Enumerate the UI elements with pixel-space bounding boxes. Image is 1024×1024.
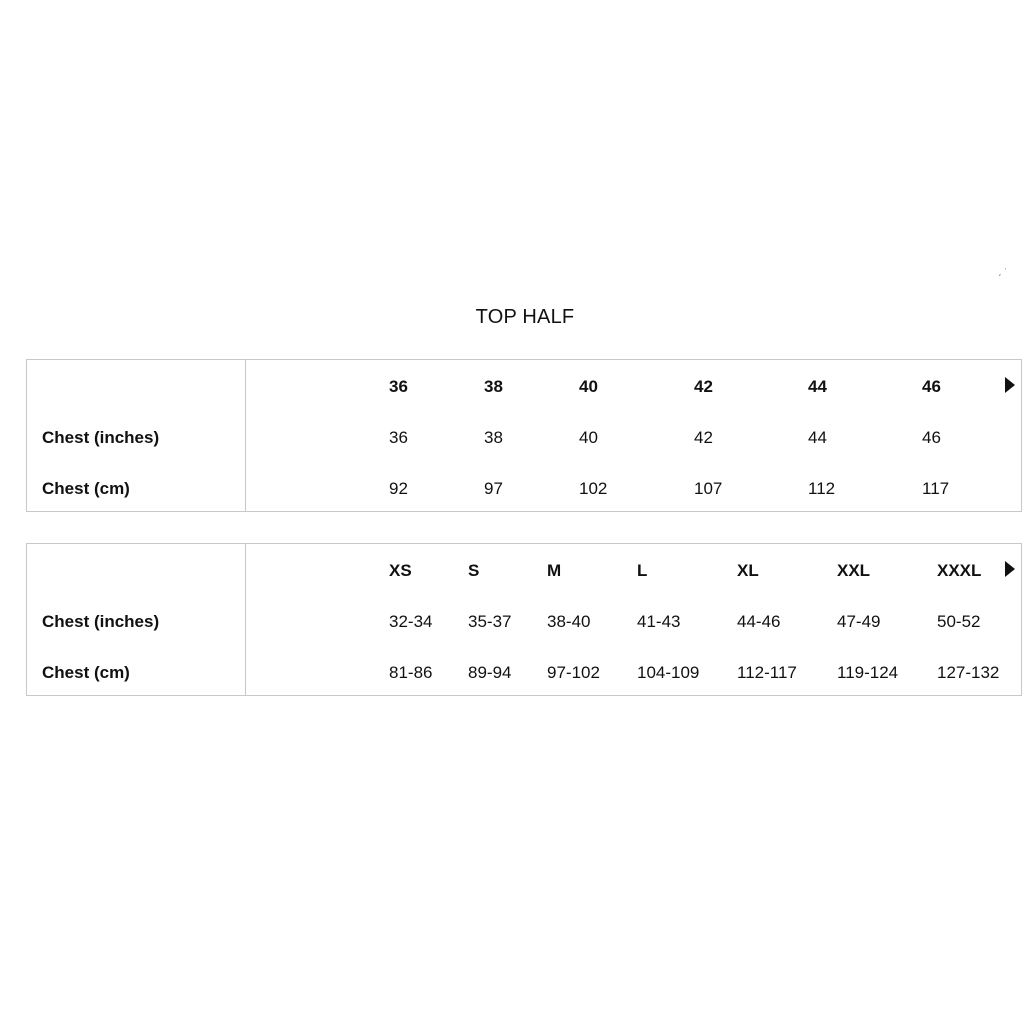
table-cell: 119-124	[837, 663, 899, 682]
table-cell: 102	[579, 479, 608, 498]
row-label-chest-cm: Chest (cm)	[42, 663, 130, 682]
row-label-chest-inches: Chest (inches)	[42, 428, 160, 447]
page-title: TOP HALF	[475, 306, 575, 328]
table-cell: 40	[579, 428, 598, 447]
triangle-right-icon[interactable]	[1005, 561, 1015, 577]
size-header: 38	[484, 377, 503, 396]
table-cell: 127-132	[937, 663, 1000, 682]
size-header: 40	[579, 377, 598, 396]
size-header: XXXL	[937, 561, 982, 580]
size-header: 44	[808, 377, 827, 396]
column-divider	[245, 544, 246, 695]
table-cell: 81-86	[389, 663, 433, 682]
table-cell: 38	[484, 428, 503, 447]
table-cell: 89-94	[468, 663, 512, 682]
table-cell: 97-102	[547, 663, 600, 682]
corner-mark: ˏ ˑ	[998, 266, 1007, 277]
row-label-chest-cm: Chest (cm)	[42, 479, 130, 498]
table-cell: 32-34	[389, 612, 433, 631]
table-cell: 35-37	[468, 612, 512, 631]
row-label-chest-inches: Chest (inches)	[42, 612, 160, 631]
table-cell: 92	[389, 479, 408, 498]
table-cell: 42	[694, 428, 713, 447]
table-cell: 47-49	[837, 612, 881, 631]
table-cell: 41-43	[637, 612, 681, 631]
table-cell: 44	[808, 428, 827, 447]
size-header: 42	[694, 377, 713, 396]
size-table-numeric	[26, 359, 1022, 512]
table-cell: 46	[922, 428, 941, 447]
table-cell: 44-46	[737, 612, 781, 631]
size-header: 36	[389, 377, 408, 396]
size-header: 46	[922, 377, 941, 396]
table-cell: 117	[922, 479, 950, 498]
size-header: XXL	[837, 561, 871, 580]
table-cell: 104-109	[637, 663, 700, 682]
table-cell: 50-52	[937, 612, 981, 631]
triangle-right-icon[interactable]	[1005, 377, 1015, 393]
table-cell: 97	[484, 479, 503, 498]
size-header: M	[547, 561, 562, 580]
table-cell: 112-117	[737, 663, 797, 682]
size-header: XL	[737, 561, 759, 580]
table-cell: 38-40	[547, 612, 591, 631]
column-divider	[245, 360, 246, 511]
size-table-letter	[26, 543, 1022, 696]
size-header: XS	[389, 561, 412, 580]
table-cell: 107	[694, 479, 723, 498]
table-cell: 36	[389, 428, 408, 447]
size-header: S	[468, 561, 480, 580]
table-cell: 112	[808, 479, 836, 498]
size-header: L	[637, 561, 648, 580]
